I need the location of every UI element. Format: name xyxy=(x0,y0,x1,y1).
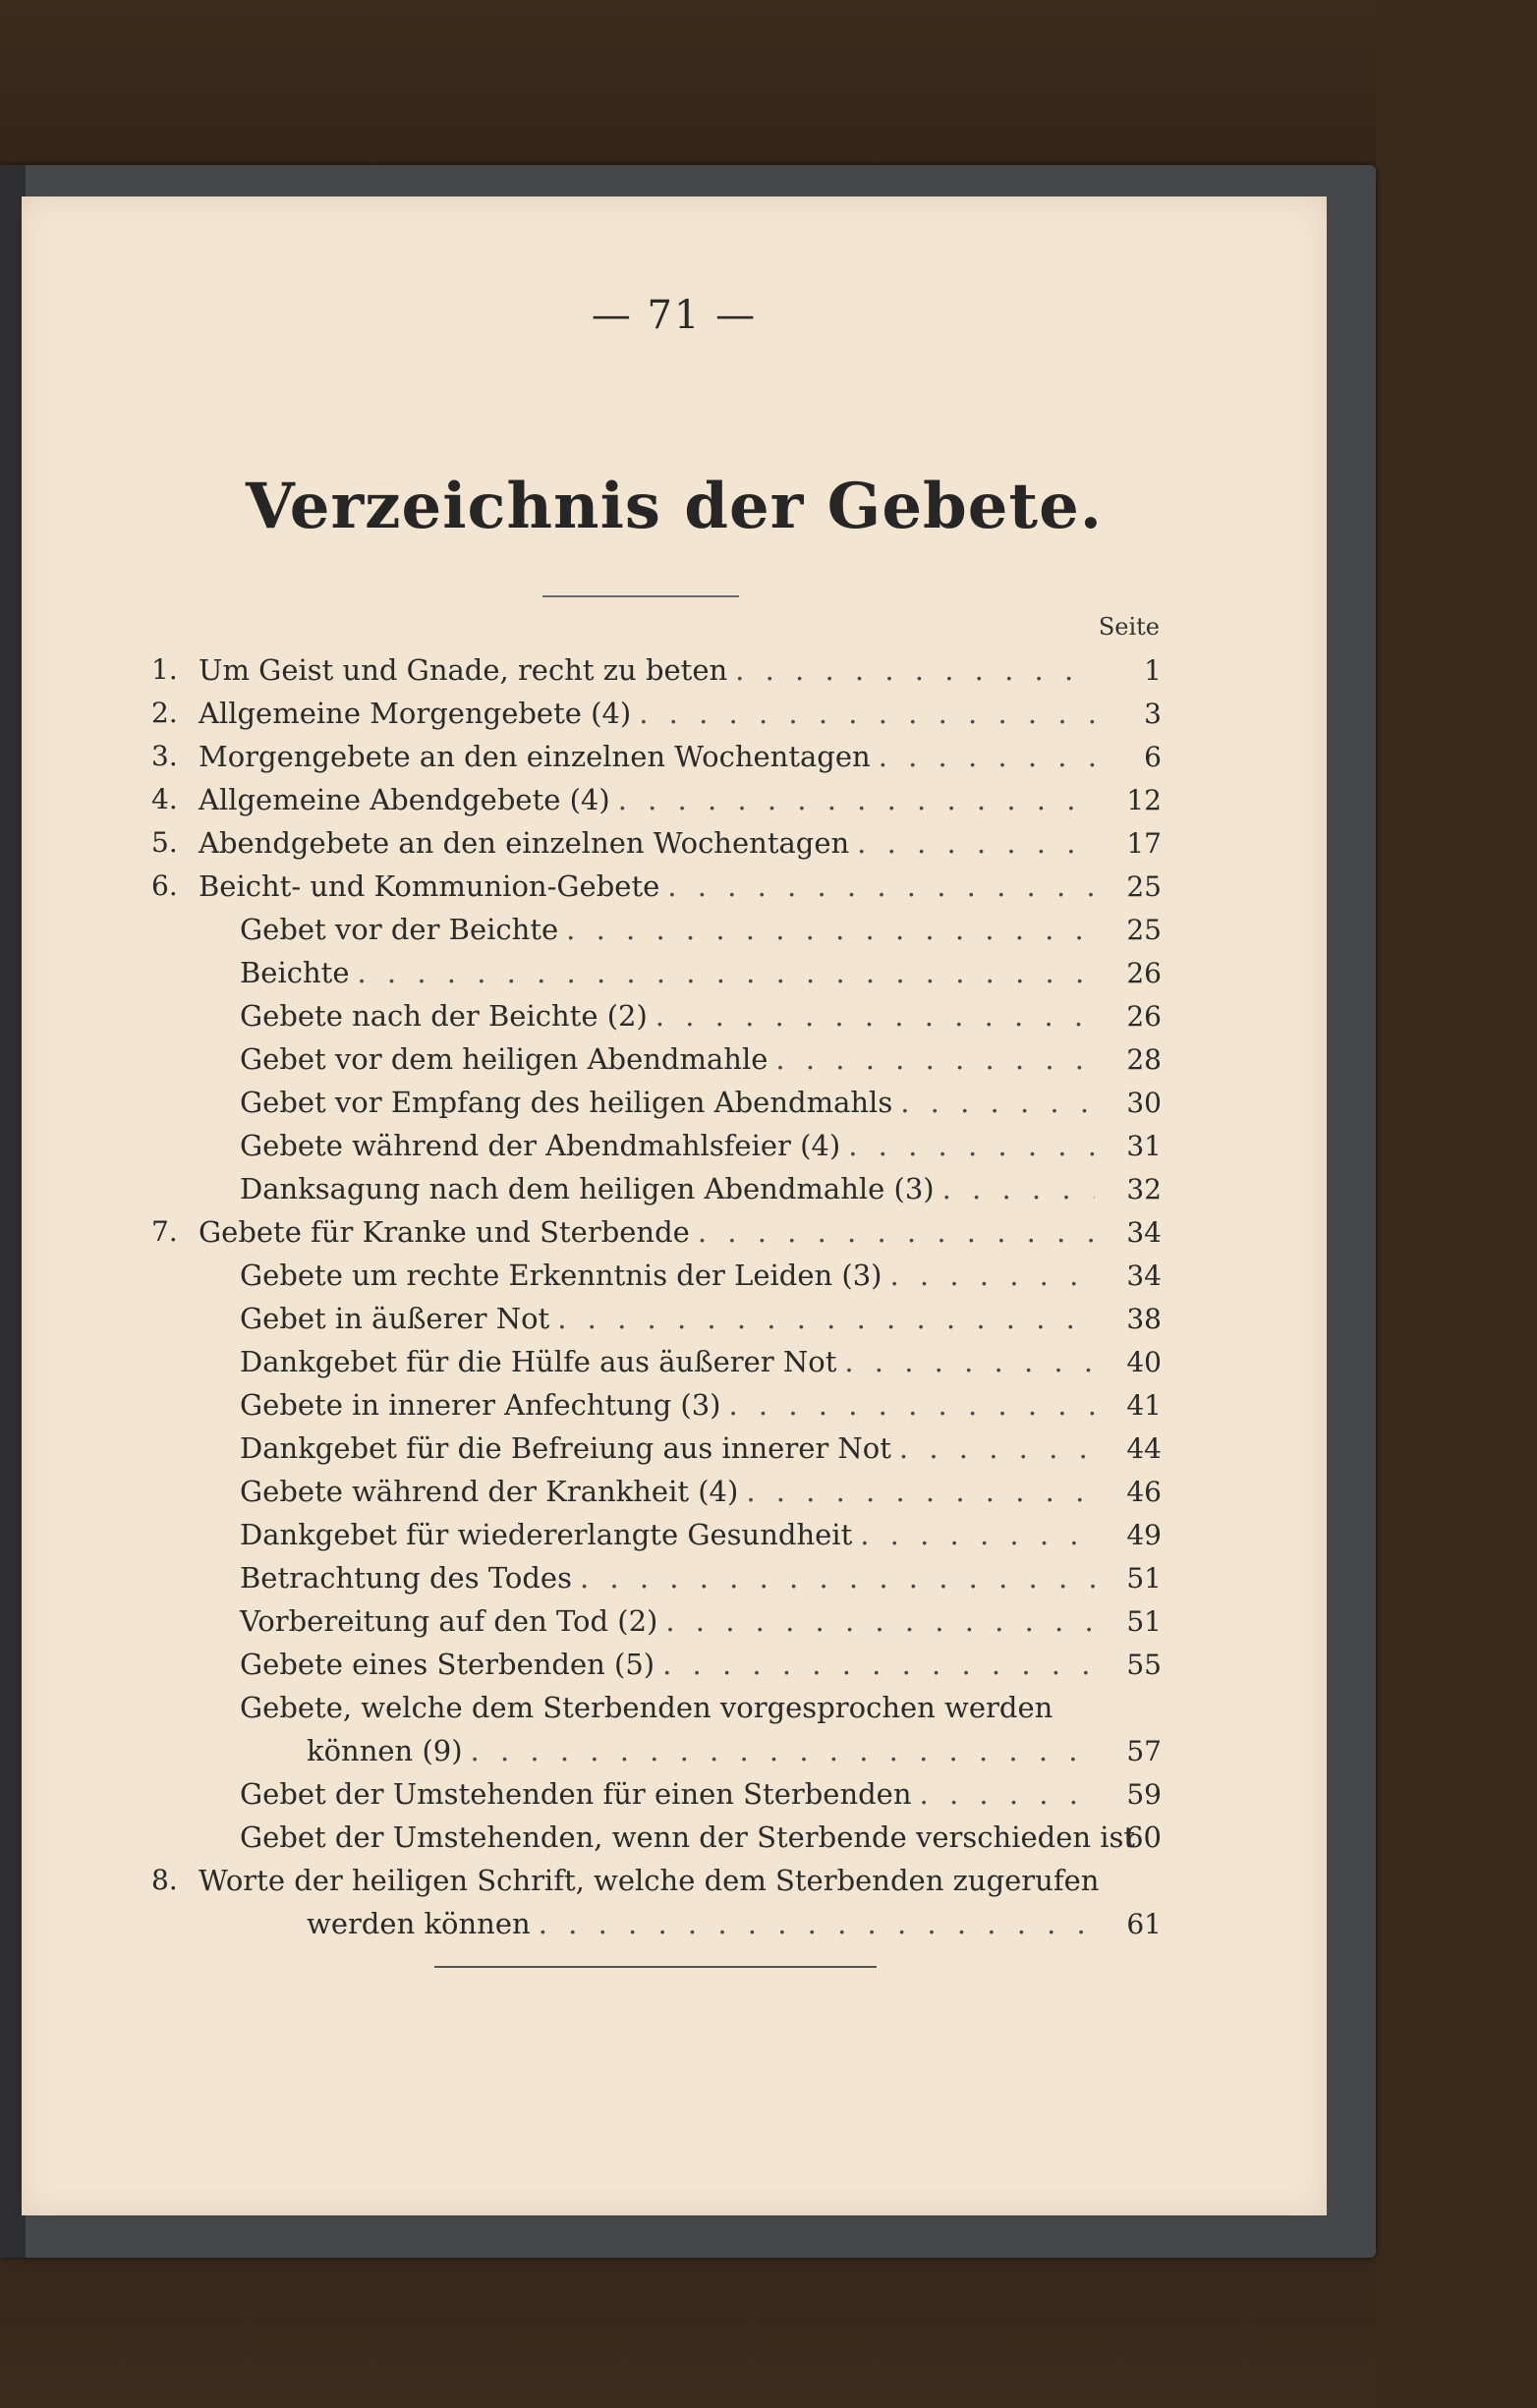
entry-page: 17 xyxy=(1126,827,1162,860)
entry-label: können (9) xyxy=(307,1734,463,1767)
entry-label: Beichte xyxy=(240,956,350,989)
dot-leader xyxy=(667,865,1095,908)
entry-page: 61 xyxy=(1126,1908,1162,1940)
dot-leader xyxy=(879,735,1095,778)
toc-entry xyxy=(240,1124,1162,1167)
toc-entry-line: Worte der heiligen Schrift, welche dem Sterbenden zugerufen xyxy=(199,1864,1100,1897)
dot-leader xyxy=(746,1470,1095,1513)
toc-entry xyxy=(199,778,1162,821)
entry-page: 30 xyxy=(1126,1087,1162,1119)
page-title: Verzeichnis der Gebete. xyxy=(245,470,1104,543)
dot-leader xyxy=(860,1513,1095,1556)
toc-entry xyxy=(240,1254,1162,1297)
entry-page: 41 xyxy=(1126,1389,1162,1422)
toc-entry xyxy=(240,1427,1162,1470)
toc-entry xyxy=(240,1297,1162,1340)
entry-number: 1. xyxy=(151,653,178,686)
dot-leader xyxy=(844,1340,1095,1383)
entry-page: 26 xyxy=(1126,957,1162,989)
entry-page: 38 xyxy=(1126,1303,1162,1335)
entry-page: 46 xyxy=(1126,1476,1162,1508)
table-of-contents xyxy=(22,196,1327,2215)
entry-page: 34 xyxy=(1126,1216,1162,1249)
entry-label: Gebet der Umstehenden für einen Sterbenden xyxy=(240,1777,912,1811)
entry-page: 31 xyxy=(1126,1130,1162,1162)
toc-entry xyxy=(199,1210,1162,1254)
entry-label: Dankgebet für die Befreiung aus innerer Not xyxy=(240,1431,891,1465)
dot-leader xyxy=(857,821,1095,865)
closing-divider xyxy=(434,1966,877,1968)
entry-label: Abendgebete an den einzelnen Wochentagen xyxy=(199,826,850,860)
dot-leader xyxy=(618,778,1095,821)
entry-page: 49 xyxy=(1126,1519,1162,1551)
entry-page: 1 xyxy=(1144,654,1162,687)
entry-label: Allgemeine Abendgebete (4) xyxy=(199,783,610,816)
toc-entry xyxy=(240,1513,1162,1556)
dot-leader xyxy=(665,1599,1095,1643)
entry-label: werden können xyxy=(307,1907,531,1940)
entry-label: Gebet in äußerer Not xyxy=(240,1302,550,1335)
dot-leader xyxy=(942,1167,1095,1210)
entry-label: Um Geist und Gnade, recht zu beten xyxy=(199,653,728,687)
entry-number: 4. xyxy=(151,783,178,815)
entry-page: 40 xyxy=(1126,1346,1162,1378)
dot-leader xyxy=(557,1297,1095,1340)
entry-page: 57 xyxy=(1126,1735,1162,1767)
entry-label: Dankgebet für wiedererlangte Gesundheit xyxy=(240,1518,853,1551)
dot-leader xyxy=(662,1643,1095,1686)
dot-leader xyxy=(539,1902,1095,1945)
entry-label: Gebet vor dem heiligen Abendmahle xyxy=(240,1042,768,1076)
entry-label: Gebete in innerer Anfechtung (3) xyxy=(240,1388,721,1422)
toc-entry xyxy=(240,1081,1162,1124)
entry-label: Beicht- und Kommunion-Gebete xyxy=(199,869,660,903)
entry-label: Dankgebet für die Hülfe aus äußerer Not xyxy=(240,1345,837,1378)
book-page xyxy=(22,196,1327,2215)
toc-entry xyxy=(199,821,1162,865)
toc-entry xyxy=(240,1470,1162,1513)
dot-leader xyxy=(357,951,1095,994)
dot-leader xyxy=(639,692,1095,735)
entry-number: 2. xyxy=(151,697,178,729)
dot-leader xyxy=(900,1081,1095,1124)
toc-entry xyxy=(240,908,1162,951)
dot-leader xyxy=(775,1037,1095,1081)
entry-page: 55 xyxy=(1126,1649,1162,1681)
background-bottom xyxy=(0,2250,1537,2408)
entry-label: Gebete nach der Beichte (2) xyxy=(240,999,648,1033)
toc-entry-line: Gebete, welche dem Sterbenden vorgesprochen werden xyxy=(240,1691,1053,1724)
column-header-seite: Seite xyxy=(1098,613,1160,641)
entry-number: 8. xyxy=(151,1864,178,1896)
toc-entry xyxy=(240,1556,1162,1599)
dot-leader xyxy=(848,1124,1095,1167)
entry-number: 5. xyxy=(151,826,178,859)
toc-entry xyxy=(240,994,1162,1037)
dot-leader xyxy=(655,994,1095,1037)
toc-entry xyxy=(240,1599,1162,1643)
entry-page: 26 xyxy=(1126,1000,1162,1033)
entry-page: 51 xyxy=(1126,1562,1162,1595)
toc-entry xyxy=(199,865,1162,908)
entry-label: Gebete während der Krankheit (4) xyxy=(240,1475,739,1508)
page-number: — 71 — xyxy=(591,293,758,338)
entry-page: 6 xyxy=(1144,741,1162,773)
entry-label: Gebet vor der Beichte xyxy=(240,913,559,946)
dot-leader xyxy=(728,1383,1095,1427)
entry-label: Gebete für Kranke und Sterbende xyxy=(199,1215,690,1249)
entry-page: 25 xyxy=(1126,870,1162,903)
entry-label: Allgemeine Morgengebete (4) xyxy=(199,697,632,730)
entry-label: Gebete um rechte Erkenntnis der Leiden (3) xyxy=(240,1259,882,1292)
entry-label: Vorbereitung auf den Tod (2) xyxy=(240,1604,658,1638)
entry-page: 28 xyxy=(1126,1043,1162,1076)
toc-entry xyxy=(307,1729,1162,1772)
toc-entry xyxy=(240,1340,1162,1383)
background-right xyxy=(1376,0,1537,2408)
entry-number: 7. xyxy=(151,1215,178,1248)
dot-leader xyxy=(890,1254,1096,1297)
entry-label: Morgengebete an den einzelnen Wochentagen xyxy=(199,740,871,773)
entry-number: 6. xyxy=(151,869,178,902)
entry-number: 3. xyxy=(151,740,178,772)
dot-leader xyxy=(566,908,1095,951)
entry-page: 60 xyxy=(1125,1820,1162,1854)
dot-leader xyxy=(580,1556,1095,1599)
toc-entry xyxy=(240,1167,1162,1210)
entry-page: 12 xyxy=(1126,784,1162,816)
entry-label: Gebete während der Abendmahlsfeier (4) xyxy=(240,1129,841,1162)
entry-page: 51 xyxy=(1126,1605,1162,1638)
toc-entry xyxy=(240,1037,1162,1081)
entry-label: Gebete eines Sterbenden (5) xyxy=(240,1648,655,1681)
dot-leader xyxy=(920,1772,1095,1816)
entry-page: 34 xyxy=(1126,1260,1162,1292)
toc-entry xyxy=(199,692,1162,735)
entry-label: Gebet vor Empfang des heiligen Abendmahls xyxy=(240,1086,893,1119)
background-top xyxy=(0,0,1537,167)
dot-leader xyxy=(471,1729,1095,1772)
dot-leader xyxy=(698,1210,1095,1254)
toc-entry xyxy=(240,1383,1162,1427)
toc-entry xyxy=(199,648,1162,692)
entry-label: Danksagung nach dem heiligen Abendmahle (3) xyxy=(240,1172,935,1205)
dot-leader xyxy=(899,1427,1095,1470)
dot-leader xyxy=(735,648,1095,692)
entry-page: 59 xyxy=(1126,1778,1162,1811)
toc-entry xyxy=(240,1643,1162,1686)
toc-entry xyxy=(240,1772,1162,1816)
entry-page: 32 xyxy=(1126,1173,1162,1205)
toc-entry-line: Gebet der Umstehenden, wenn der Sterbende verschieden ist xyxy=(240,1820,1136,1854)
entry-page: 3 xyxy=(1144,698,1162,730)
entry-page: 25 xyxy=(1126,914,1162,946)
toc-entry xyxy=(307,1902,1162,1945)
entry-page: 44 xyxy=(1126,1432,1162,1465)
toc-entry xyxy=(199,735,1162,778)
entry-label: Betrachtung des Todes xyxy=(240,1561,572,1595)
toc-entry xyxy=(240,951,1162,994)
